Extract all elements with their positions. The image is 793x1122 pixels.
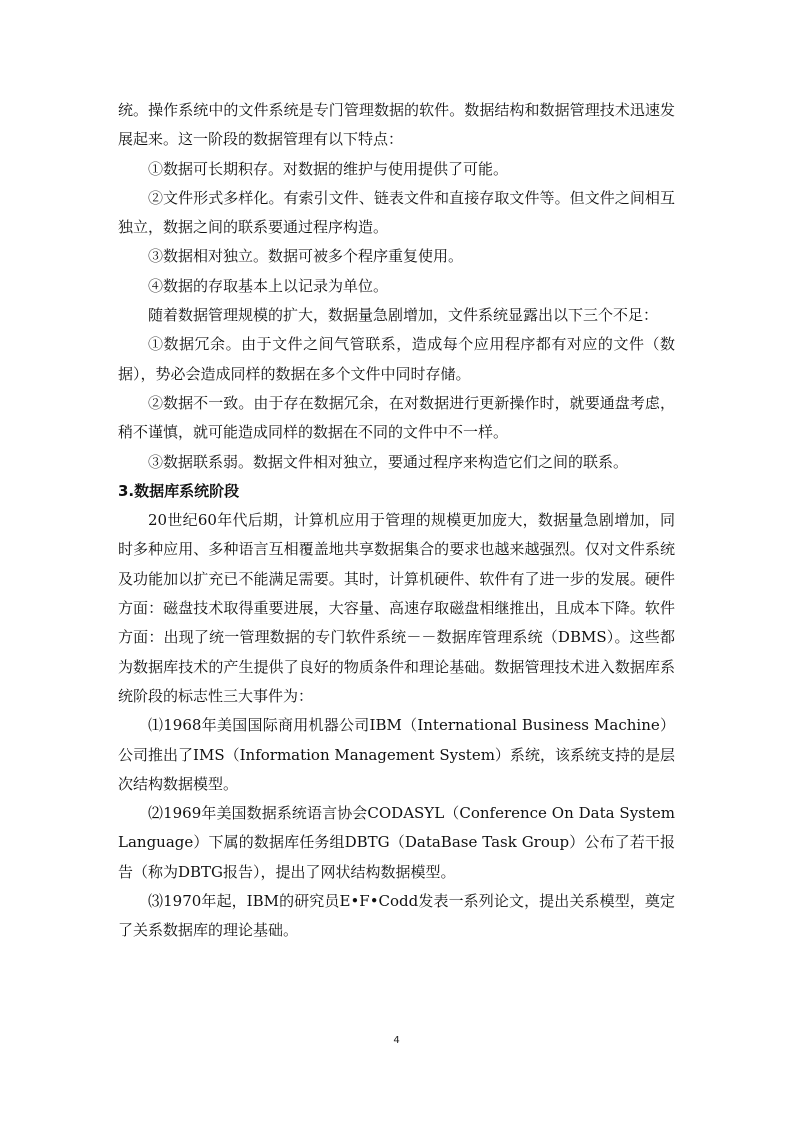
paragraph-feature-2: ②文件形式多样化。有索引文件、链表文件和直接存取文件等。但文件之间相互独立，数据之间的联系要通过程序构造。 [118,188,675,237]
page-number: 4 [393,1035,400,1046]
section-heading: 3.数据库系统阶段 [118,481,240,500]
paragraph-event-1: ⑴1968年美国国际商用机器公司IBM（International Business Machine）公司推出了IMS（Information Management System）系统，该系统支持的是层次结构数据模型。 [118,716,675,793]
paragraph-database-stage: 20世纪60年代后期，计算机应用于管理的规模更加庞大，数据量急剧增加，同时多种应用、多种语言互相覆盖地共享数据集合的要求也越来越强烈。仅对文件系统及功能加以扩充已不能满足需要。其时，计算机硬件、软件有了进一步的发展。硬件方面：磁盘技术取得重要进展，大容量、高速存取磁盘相继推出，且成本下降。软件方面：出现了统一管理数据的专门软件系统－－数据库管理系统（DBMS）。这些都为数据库技术的产生提供了良好的物质条件和理论基础。数据管理技术进入数据库系统阶段的标志性三大事件为： [118,511,675,705]
paragraph-file-system-intro: 统。操作系统中的文件系统是专门管理数据的软件。数据结构和数据管理技术迅速发展起来。这一阶段的数据管理有以下特点： [118,101,675,149]
paragraph-event-3: ⑶1970年起，IBM的研究员E•F•Codd发表一系列论文，提出关系模型，奠定了关系数据库的理论基础。 [118,892,675,940]
paragraph-shortcoming-2: ②数据不一致。由于存在数据冗余，在对数据进行更新操作时，就要通盘考虑，稍不谨慎，就可能造成同样的数据在不同的文件中不一样。 [118,393,675,442]
page-body [118,96,675,946]
paragraph-feature-1: ①数据可长期积存。对数据的维护与使用提供了可能。 [148,159,509,178]
paragraph-feature-4: ④数据的存取基本上以记录为单位。 [148,276,389,295]
paragraph-event-2: ⑵1969年美国数据系统语言协会CODASYL（Conference On Data System Language）下属的数据库任务组DBTG（DataBase Task Group）公布了若干报告（称为DBTG报告），提出了网状结构数据模型。 [118,804,675,881]
paragraph-shortcoming-1: ①数据冗余。由于文件之间气管联系，造成每个应用程序都有对应的文件（数据），势必会造成同样的数据在多个文件中同时存储。 [118,335,675,383]
paragraph-shortcomings-intro: 随着数据管理规模的扩大，数据量急剧增加，文件系统显露出以下三个不足： [148,306,659,325]
paragraph-feature-3: ③数据相对独立。数据可被多个程序重复使用。 [148,247,464,266]
paragraph-shortcoming-3: ③数据联系弱。数据文件相对独立，要通过程序来构造它们之间的联系。 [148,452,629,471]
